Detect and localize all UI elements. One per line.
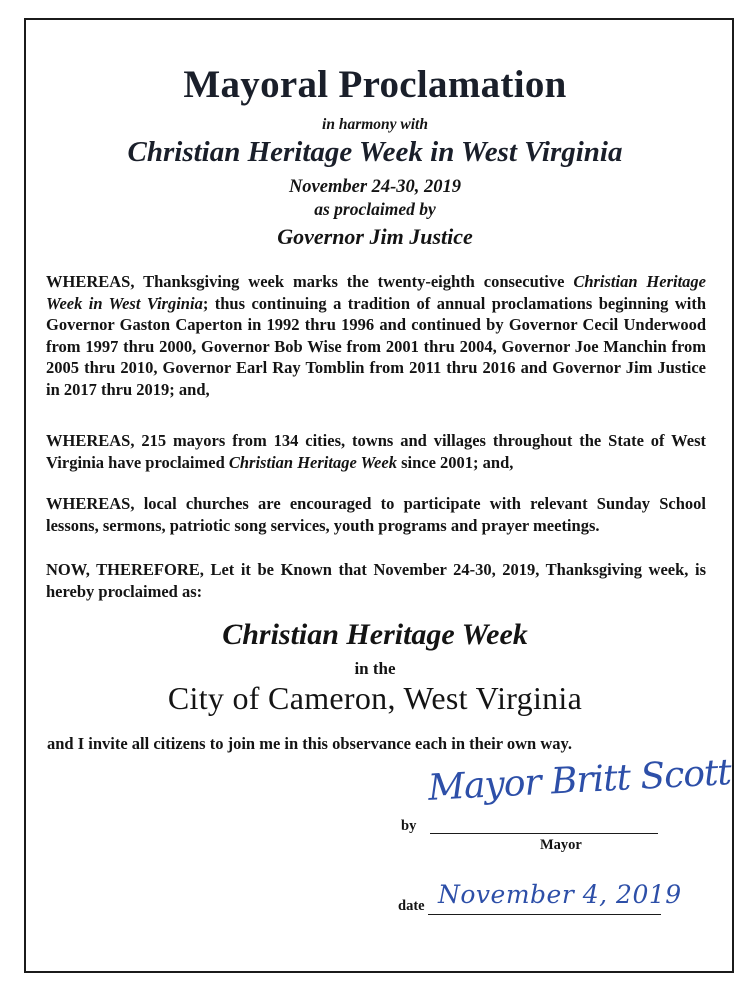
whereas-2-lead: WHEREAS, 215 mayors from 134 cities, towns and villages throughout the State of West Virginia have proclaimed bbox=[46, 431, 706, 472]
date-line bbox=[428, 914, 661, 915]
as-proclaimed-line: as proclaimed by bbox=[314, 199, 436, 219]
whereas-1-italic: Christian Heritage Week in West Virginia bbox=[46, 272, 706, 313]
invitation-line: and I invite all citizens to join me in this observance each in their own way. bbox=[47, 734, 572, 753]
signature-line bbox=[430, 833, 658, 834]
in-the-line: in the bbox=[354, 659, 396, 678]
mayor-signature: Mayor Britt Scott bbox=[427, 752, 732, 809]
whereas-1-lead: WHEREAS, Thanksgiving week marks the twenty-eighth consecutive bbox=[46, 272, 574, 291]
in-harmony-line: in harmony with bbox=[322, 116, 428, 133]
whereas-1-rest: ; thus continuing a tradition of annual proclamations beginning with Governor Gaston Caperton in 1992 thru 1996 and continued by Governor Cecil Underwood from 1997 thru 2000, Governor Bob Wise from 2001 thru 2004, Governor Joe Manchin from 2005 thru 2010, Governor Earl Ray Tomblin from 2011 thru 2016 and Governor Jim Justice in 2017 thru 2019; and, bbox=[46, 293, 706, 399]
governor-name: Governor Jim Justice bbox=[277, 224, 473, 249]
whereas-2-italic: Christian Heritage Week bbox=[228, 452, 397, 472]
proclamation-dates: November 24-30, 2019 bbox=[288, 177, 462, 197]
proclaimed-title: Christian Heritage Week bbox=[222, 618, 528, 651]
by-label: by bbox=[401, 818, 417, 834]
document-title: Mayoral Proclamation bbox=[183, 63, 567, 106]
whereas-paragraph-2 bbox=[46, 430, 706, 473]
date-label: date bbox=[398, 898, 425, 914]
whereas-paragraph-1 bbox=[46, 271, 706, 400]
whereas-2-rest: since 2001; and, bbox=[396, 452, 514, 472]
whereas-paragraph-3: WHEREAS, local churches are encouraged to participate with relevant Sunday School lessons, sermons, patriotic song services, youth programs and prayer meetings. bbox=[46, 494, 706, 535]
handwritten-date: November 4, 2019 bbox=[438, 880, 682, 909]
document-subtitle: Christian Heritage Week in West Virginia bbox=[127, 136, 623, 168]
mayor-label: Mayor bbox=[540, 837, 582, 853]
city-name: City of Cameron, West Virginia bbox=[167, 680, 583, 716]
now-therefore-paragraph: NOW, THEREFORE, Let it be Known that November 24-30, 2019, Thanksgiving week, is hereby proclaimed as: bbox=[46, 560, 706, 601]
